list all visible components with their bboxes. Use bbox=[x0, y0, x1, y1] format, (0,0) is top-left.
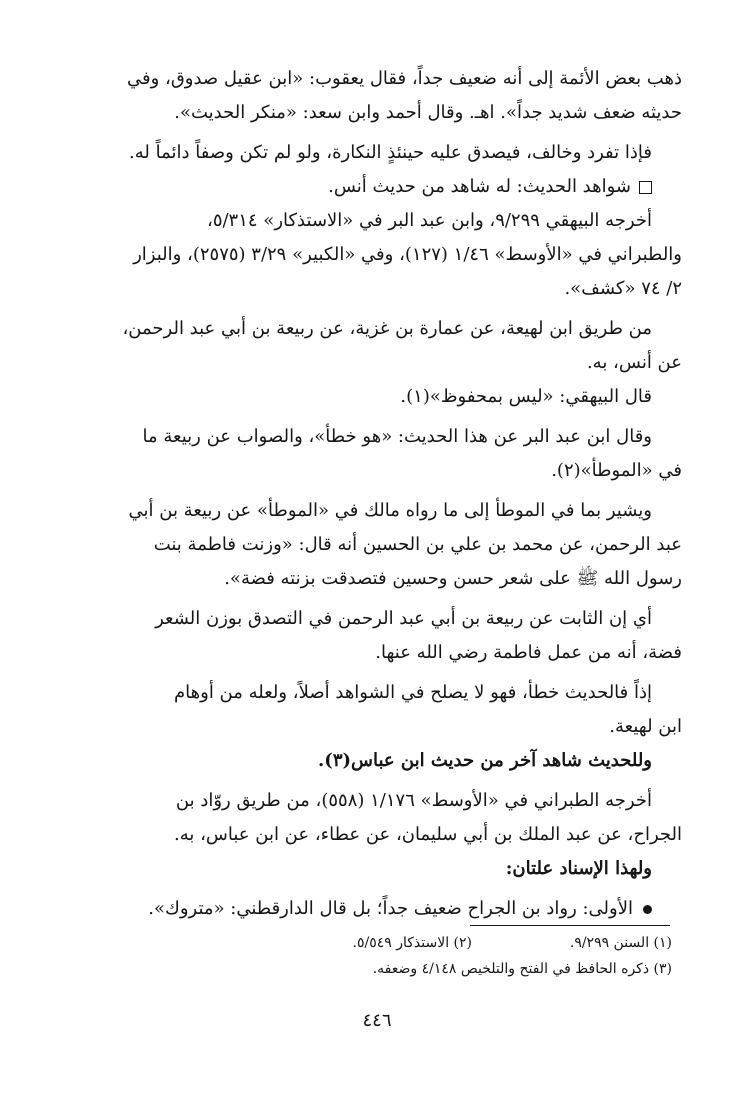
text-line-content: ٢/ ٧٤ «كشف». bbox=[564, 278, 682, 299]
text-line bbox=[72, 380, 682, 414]
footnote-2: (٢) الاستذكار ٥/٥٤٩. bbox=[352, 935, 472, 951]
text-line bbox=[72, 312, 682, 346]
text-line-content: أخرجه الطبراني في «الأوسط» ١/١٧٦ (٥٥٨)، من طريق روّاد بن bbox=[175, 790, 652, 811]
text-line bbox=[72, 602, 682, 636]
text-line bbox=[72, 528, 682, 562]
footnote-row bbox=[72, 930, 672, 956]
text-line-content: أي إن الثابت عن ربيعة بن أبي عبد الرحمن في التصدق بوزن الشعر bbox=[155, 608, 652, 629]
bullet-icon bbox=[643, 905, 652, 914]
text-line bbox=[72, 454, 682, 488]
text-line-content: في «الموطأ»(٢). bbox=[551, 460, 682, 481]
text-line bbox=[72, 204, 682, 238]
text-line-content: ذهب بعض الأئمة إلى أنه ضعيف جداً، فقال يعقوب: «ابن عقيل صدوق، وفي bbox=[126, 68, 682, 89]
footnote-1: (١) السنن ٩/٢٩٩. bbox=[569, 935, 672, 951]
text-line-content: قال البيهقي: «ليس بمحفوظ»(١). bbox=[400, 386, 652, 407]
footnote-3: (٣) ذكره الحافظ في الفتح والتلخيص ٤/١٤٨ وضعفه. bbox=[372, 961, 672, 977]
text-line bbox=[72, 62, 682, 96]
text-line bbox=[72, 676, 682, 710]
text-line bbox=[72, 494, 682, 528]
text-line bbox=[72, 136, 682, 170]
text-line-content: حديثه ضعف شديد جداً». اهـ. وقال أحمد وابن سعد: «منكر الحديث». bbox=[174, 102, 682, 123]
text-line-content: فضة، أنه من عمل فاطمة رضي الله عنها. bbox=[375, 642, 682, 663]
text-line bbox=[72, 710, 682, 744]
text-line-content: ويشير بما في الموطأ إلى ما رواه مالك في «الموطأ» عن ربيعة بن أبي bbox=[128, 500, 652, 521]
text-line bbox=[72, 818, 682, 852]
text-line-content: وقال ابن عبد البر عن هذا الحديث: «هو خطأ»، والصواب عن ربيعة ما bbox=[142, 426, 652, 447]
text-line bbox=[72, 272, 682, 306]
text-line bbox=[72, 96, 682, 130]
text-line-content: عبد الرحمن، عن محمد بن علي بن الحسين أنه قال: «وزنت فاطمة بنت bbox=[153, 534, 682, 555]
text-line bbox=[72, 346, 682, 380]
text-line bbox=[72, 420, 682, 454]
text-line-content: الأولى: رواد بن الجراح ضعيف جداً؛ بل قال الدارقطني: «متروك». bbox=[148, 898, 633, 919]
text-line bbox=[72, 852, 682, 886]
text-line-content: من طريق ابن لهيعة، عن عمارة بن غزية، عن ربيعة بن أبي عبد الرحمن، bbox=[122, 318, 652, 339]
page-body bbox=[72, 62, 682, 926]
text-line bbox=[72, 238, 682, 272]
text-line-content: رسول الله ﷺ على شعر حسن وحسين فتصدقت بزنته فضة». bbox=[224, 568, 682, 589]
text-line bbox=[72, 784, 682, 818]
text-line bbox=[72, 636, 682, 670]
text-line bbox=[72, 562, 682, 596]
text-line-content: وللحديث شاهد آخر من حديث ابن عباس(٣). bbox=[318, 750, 652, 771]
text-line bbox=[72, 744, 682, 778]
footnotes bbox=[72, 930, 672, 982]
text-line-content: ابن لهيعة. bbox=[609, 716, 682, 737]
text-line-content: والطبراني في «الأوسط» ١/٤٦ (١٢٧)، وفي «الكبير» ٣/٢٩ (٢٥٧٥)، والبزار bbox=[133, 244, 682, 265]
text-line-content: أخرجه البيهقي ٩/٢٩٩، وابن عبد البر في «الاستذكار» ٥/٣١٤، bbox=[207, 210, 652, 231]
text-line-content: إذاً فالحديث خطأ، فهو لا يصلح في الشواهد أصلاً، ولعله من أوهام bbox=[174, 682, 652, 703]
text-line-content: ولهذا الإسناد علتان: bbox=[505, 858, 652, 879]
text-line bbox=[72, 892, 682, 926]
text-line-content: عن أنس، به. bbox=[586, 352, 682, 373]
page-number: ٤٤٦ bbox=[362, 1010, 392, 1031]
square-icon bbox=[639, 181, 652, 194]
footnote-row bbox=[72, 956, 672, 982]
footnote-divider bbox=[470, 925, 670, 926]
text-line-content: الجراح، عن عبد الملك بن أبي سليمان، عن عطاء، عن ابن عباس، به. bbox=[173, 824, 682, 845]
text-line bbox=[72, 170, 682, 204]
text-line-content: شواهد الحديث: له شاهد من حديث أنس. bbox=[328, 176, 631, 197]
text-line-content: فإذا تفرد وخالف، فيصدق عليه حينئذٍ النكارة، ولو لم تكن وصفاً دائماً له. bbox=[129, 142, 652, 163]
